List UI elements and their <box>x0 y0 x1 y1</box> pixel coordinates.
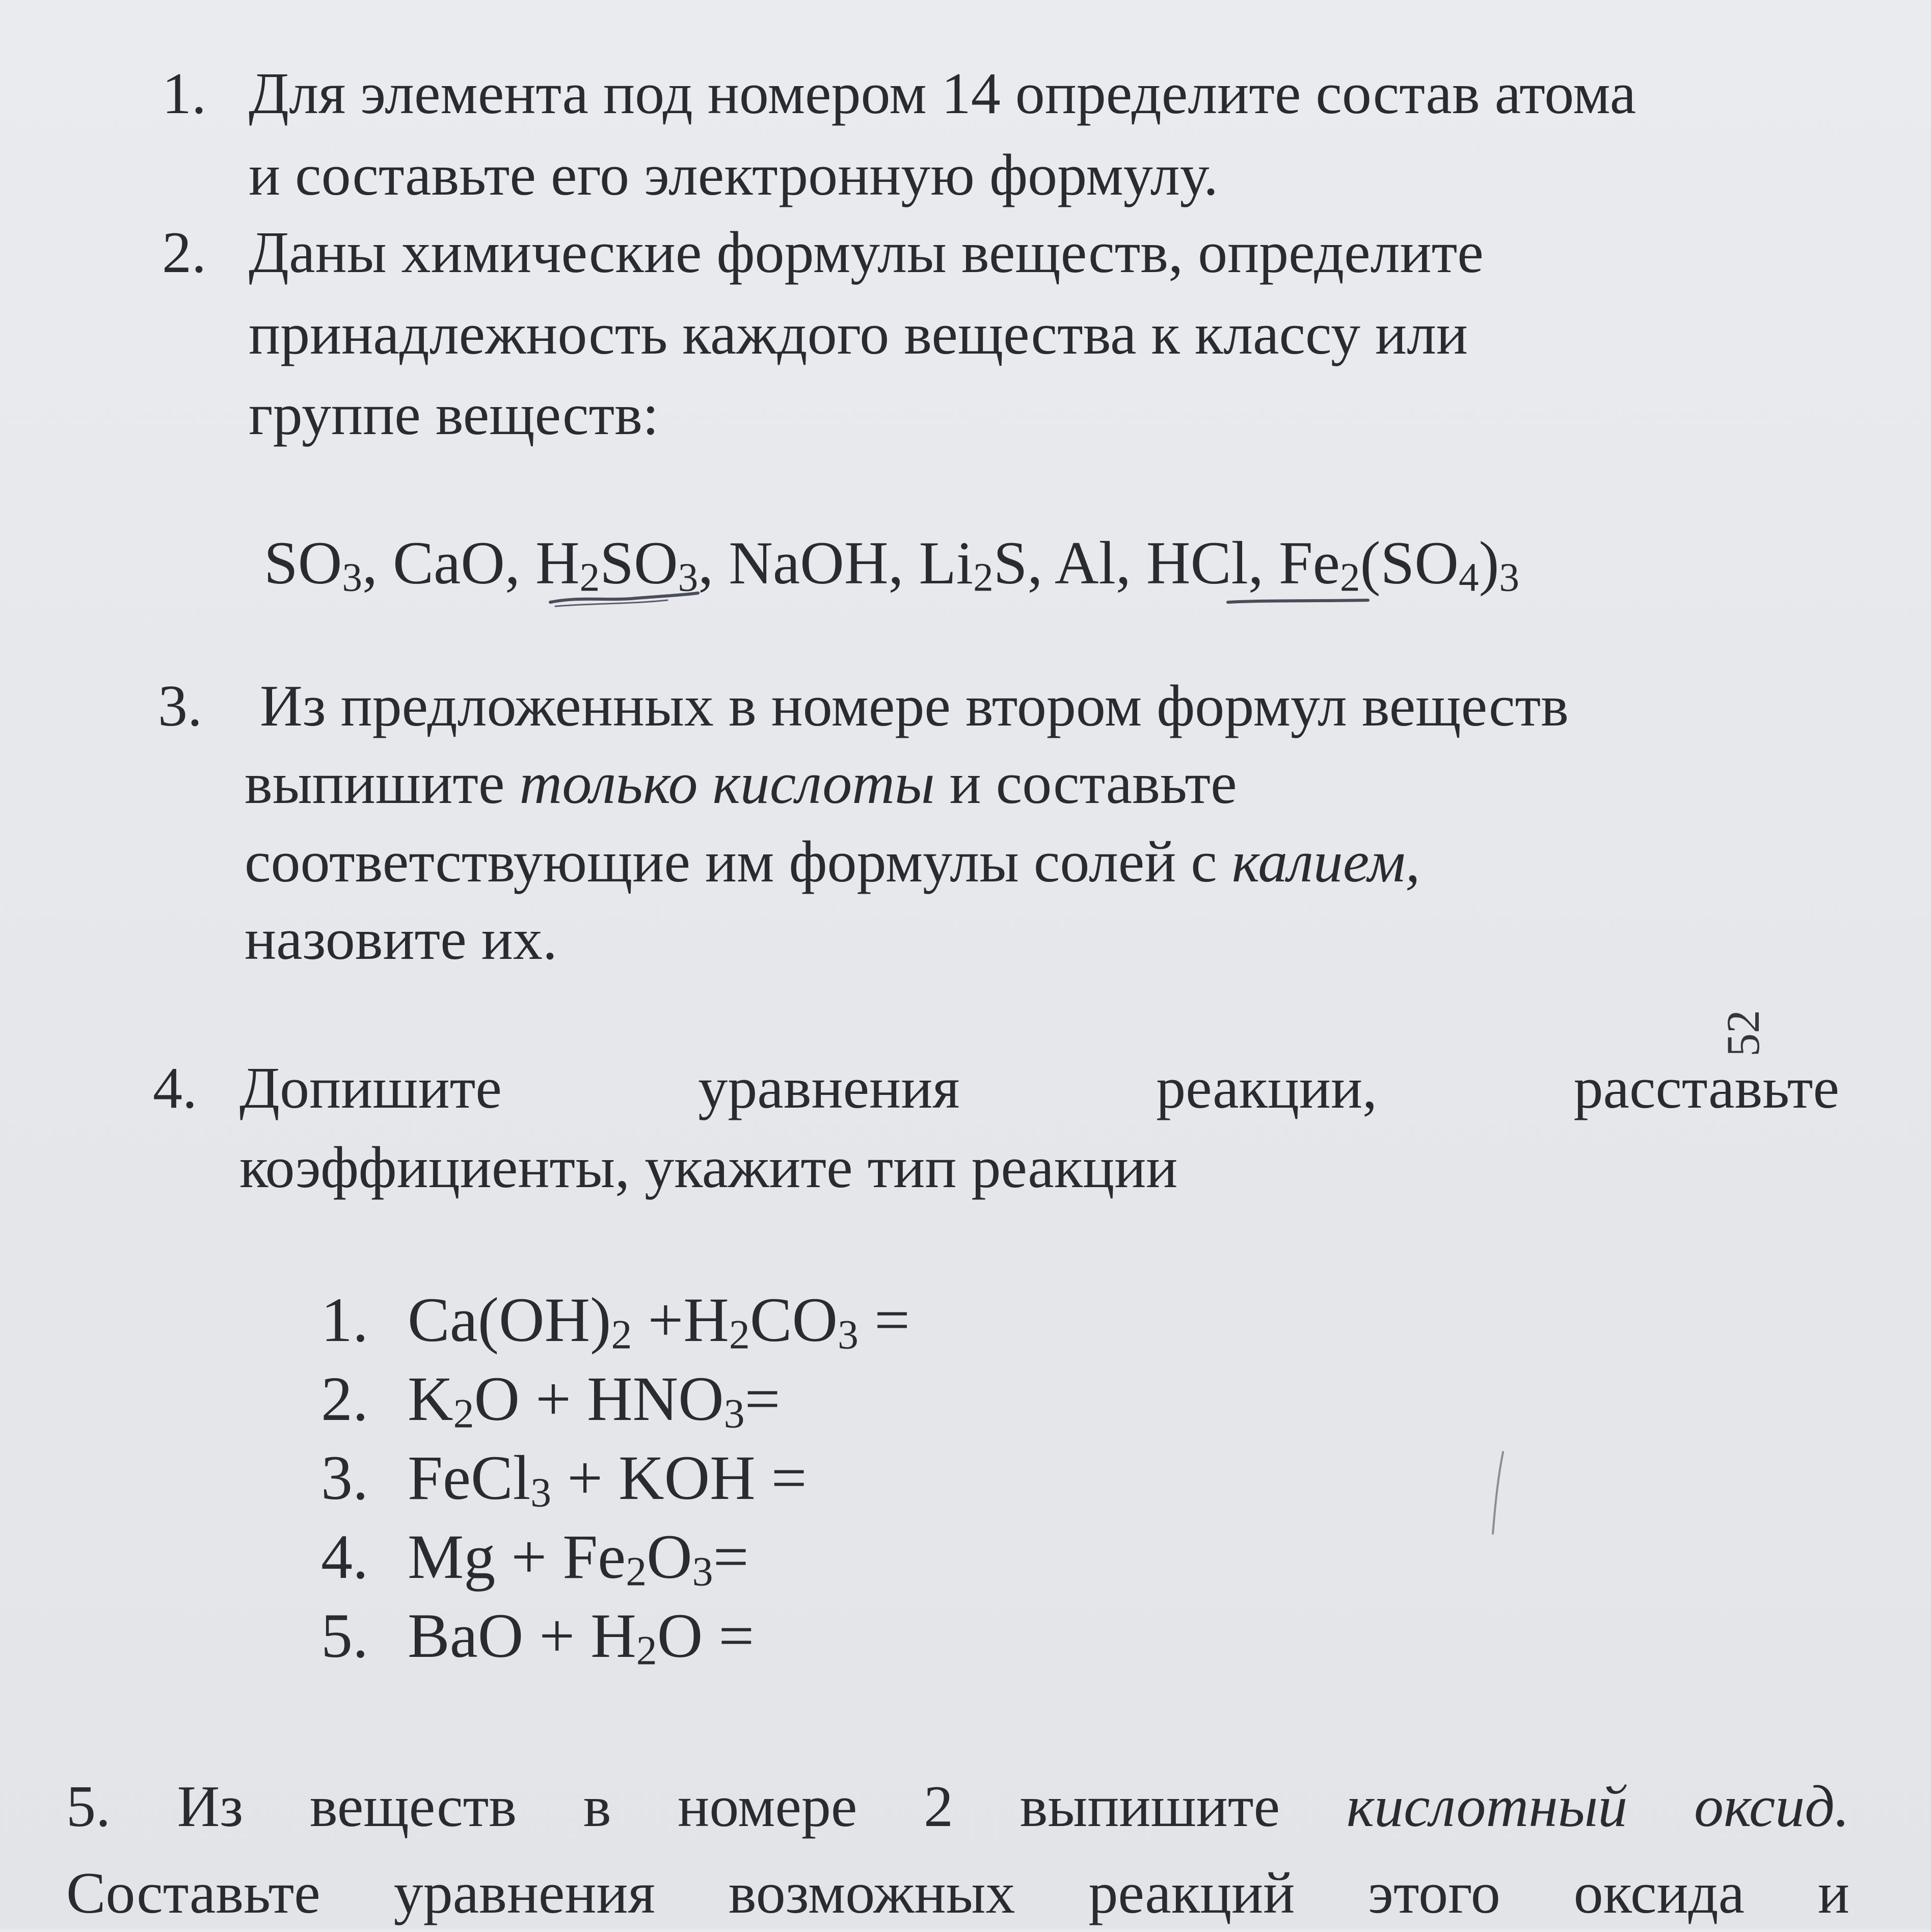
formula-text: SO <box>600 529 678 597</box>
pen-stroke-mark <box>1483 1447 1513 1539</box>
formula-text: Mg + Fe <box>408 1522 626 1592</box>
word: и <box>1817 1861 1849 1926</box>
formula-subscript: 3 <box>723 1390 745 1437</box>
question-text-line <box>245 745 1237 822</box>
question-text-line: и составьте его электронную формулу. <box>249 143 1218 208</box>
question-text-line: принадлежность каждого вещества к классу или <box>249 302 1468 367</box>
equation-expression <box>408 1285 910 1358</box>
formula-subscript: 3 <box>1499 555 1520 600</box>
equation-item <box>321 1600 754 1672</box>
formula-text: HCl <box>1146 529 1248 597</box>
formula-subscript: 4 <box>1458 555 1479 600</box>
word: возможных <box>728 1861 1015 1926</box>
formula-text: + KOH = <box>551 1443 807 1513</box>
formula-subscript: 3 <box>678 555 699 600</box>
formula-subscript: 2 <box>611 1311 632 1358</box>
formula-subscript: 3 <box>342 555 362 600</box>
word: этого <box>1368 1861 1500 1926</box>
question-number: 1. <box>162 61 206 126</box>
italic-word: оксид. <box>1694 1774 1849 1839</box>
formula-subscript: 3 <box>838 1311 859 1358</box>
equation-item <box>321 1284 910 1356</box>
question-text-line: группе веществ: <box>249 382 659 447</box>
equation-item <box>321 1363 780 1435</box>
substance-formula <box>1146 529 1248 597</box>
formula-text: S <box>993 529 1028 597</box>
word: Из <box>177 1774 244 1839</box>
question-number: 3. <box>158 674 202 739</box>
question-text-line: коэффициенты, укажите тип реакции <box>239 1135 1178 1200</box>
pen-underline-mark <box>1223 591 1376 611</box>
formula-subscript: 2 <box>579 555 600 600</box>
word: в <box>583 1774 611 1839</box>
formula-text: O <box>647 1522 692 1592</box>
formula-text: NaOH <box>729 529 889 597</box>
question-text-line: Из предложенных в номере втором формул веществ <box>260 674 1569 739</box>
formula-text: = <box>744 1364 781 1434</box>
question-number: 4. <box>153 1056 197 1121</box>
word: расставьте <box>1573 1056 1839 1121</box>
substance-formula <box>264 529 362 600</box>
formula-separator: , <box>1115 529 1146 597</box>
word: Допишите <box>239 1056 502 1121</box>
question-2 <box>162 214 1843 459</box>
equation-list <box>321 1284 1340 1692</box>
question-4 <box>153 1050 1844 1213</box>
question-text-line: Для элемента под номером 14 определите состав атома <box>249 61 1637 126</box>
formula-text: = <box>713 1522 749 1592</box>
equation-number: 5. <box>321 1601 368 1671</box>
equation-number: 3. <box>321 1443 368 1513</box>
formula-subscript: 2 <box>636 1627 657 1674</box>
italic-text: только кислоты <box>519 751 935 816</box>
formula-text: Li <box>919 529 974 597</box>
substance-formula <box>729 529 888 597</box>
formula-subscript: 2 <box>729 1311 750 1358</box>
page-number: 52 <box>1717 1010 1769 1057</box>
text-span: выпишите <box>245 751 520 816</box>
formula-text: SO <box>264 529 342 597</box>
word: 5. <box>66 1774 111 1839</box>
equation-number: 2. <box>321 1364 368 1434</box>
formula-text: Al <box>1054 529 1116 597</box>
equation-expression <box>408 1601 755 1674</box>
word: номере <box>678 1774 857 1839</box>
formula-subscript: 2 <box>973 555 994 600</box>
formula-subscript: 3 <box>692 1548 713 1595</box>
word: Составьте <box>66 1861 320 1926</box>
formula-separator: , <box>362 529 393 597</box>
text-span: соответствующие им формулы солей с <box>245 829 1232 895</box>
equation-expression <box>408 1364 781 1437</box>
formula-text: (SO <box>1360 529 1459 597</box>
pen-underline-mark <box>545 586 708 611</box>
formula-text: +H <box>632 1285 729 1355</box>
formula-text: Ca(OH) <box>408 1285 611 1355</box>
formula-separator: , <box>698 529 729 597</box>
equation-number: 4. <box>321 1522 368 1592</box>
equation-expression <box>408 1443 807 1516</box>
formula-text: BaO + H <box>408 1601 636 1671</box>
formula-text: CaO <box>393 529 505 597</box>
text-span: и составьте <box>934 751 1237 816</box>
formula-separator: , <box>504 529 535 597</box>
formula-text: CO <box>749 1285 838 1355</box>
italic-text: калием, <box>1231 829 1420 895</box>
word: уравнения <box>393 1861 655 1926</box>
question-number: 2. <box>162 220 206 285</box>
question-3 <box>158 667 1839 994</box>
word: реакций <box>1088 1861 1295 1926</box>
formula-text: O = <box>657 1601 755 1671</box>
substance-formula <box>393 529 505 597</box>
formula-text: K <box>408 1364 453 1434</box>
word: реакции, <box>1156 1056 1378 1121</box>
substance-formula <box>919 529 1028 600</box>
word: веществ <box>309 1774 517 1839</box>
word: 2 <box>923 1774 953 1839</box>
formula-text: H <box>535 529 580 597</box>
question-text-line <box>239 1050 1839 1127</box>
word: уравнения <box>698 1056 960 1121</box>
formula-subscript: 3 <box>530 1469 552 1516</box>
question-1 <box>162 55 1843 218</box>
question-text-line <box>245 823 1420 901</box>
word: выпишите <box>1020 1774 1280 1839</box>
formula-subscript: 2 <box>626 1548 647 1595</box>
question-text-line <box>66 1855 1849 1932</box>
equation-item <box>321 1521 749 1593</box>
formula-separator: , <box>1027 529 1055 597</box>
formula-text: Fe <box>1278 529 1340 597</box>
formula-text: ) <box>1479 529 1499 597</box>
word: оксида <box>1573 1861 1745 1926</box>
formula-text: O + HNO <box>474 1364 724 1434</box>
equation-number: 1. <box>321 1285 368 1355</box>
formula-subscript: 2 <box>453 1390 474 1437</box>
formula-text: = <box>858 1285 910 1355</box>
question-text-line: Даны химические формулы веществ, определите <box>249 220 1484 285</box>
question-text-line: назовите их. <box>245 907 557 972</box>
equation-item <box>321 1442 807 1514</box>
question-5 <box>66 1768 1860 1931</box>
substance-formula <box>1278 529 1520 600</box>
formula-separator: , <box>1248 529 1279 597</box>
substance-formula <box>1055 529 1116 597</box>
equation-expression <box>408 1522 749 1595</box>
formula-subscript: 2 <box>1339 555 1360 600</box>
formula-text: FeCl <box>408 1443 531 1513</box>
formula-separator: , <box>888 529 919 597</box>
italic-word: кислотный <box>1346 1774 1628 1839</box>
question-text-line <box>66 1768 1849 1845</box>
